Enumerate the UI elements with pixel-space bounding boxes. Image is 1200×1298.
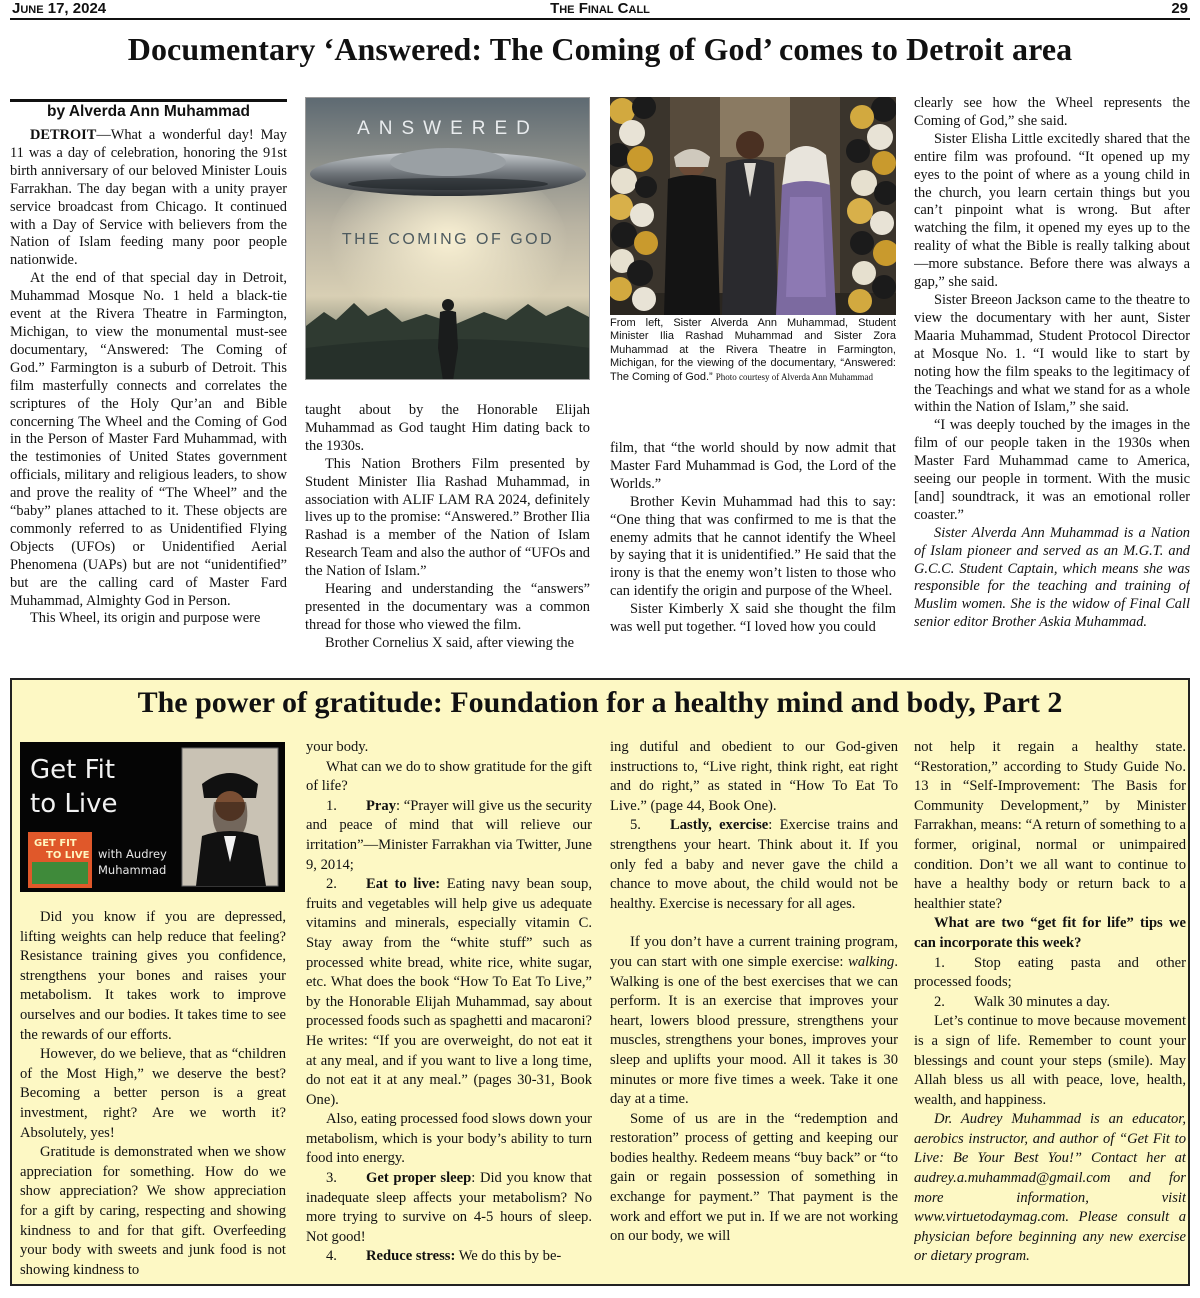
article2-column-1 (20, 908, 286, 1280)
item-number: 2. (326, 876, 337, 893)
paragraph: —What a wonderful day! May 11 was a day of celebration, honoring the 91st birth anniversary of our beloved Minister Louis Farrakhan. The day began with a unity prayer service broadcast from Chicago. It continued with a Day of Service with believers from the Nation of Islam feeding many poor people nationwide. (10, 127, 287, 269)
article1-column-3 (610, 440, 896, 652)
get-fit-to-live-logo (20, 742, 285, 892)
logo-with-2: Muhammad (98, 863, 167, 877)
person-right (776, 146, 836, 315)
logo-with-1: with Audrey (98, 847, 167, 861)
paragraph: “I was deeply touched by the images in the film of our people taken in the 1930s when Master Fard Muhammad came to America, seeing our people in torment. With the music [and] soundtrack, it was an emotional roller coaster.” (914, 417, 1190, 523)
item-number: 2. (934, 993, 945, 1010)
article2-column-4 (914, 738, 1186, 1280)
item-text: : Did you know that inadequate sleep affects your metabolism? No more trying to survive on 4-5 hours of sleep. Not good! (306, 1170, 592, 1245)
author-bio: Sister Alverda Ann Muhammad is a Nation of Islam pioneer and served as an M.G.T. and G.C.C. Student Captain, which means she was responsible for the teaching and training of Muslim women. She is the widow of Final Call senior editor Brother Askia Muhammad. (914, 524, 1190, 631)
logo-line-1: Get Fit (30, 755, 116, 785)
photo-credit: Photo courtesy of Alverda Ann Muhammad (715, 371, 874, 382)
tips-question (914, 914, 1186, 953)
paragraph: clearly see how the Wheel represents the Coming of God,” she said. (914, 95, 1190, 129)
book-title-1: GET FIT (34, 838, 77, 849)
paragraph: ing dutiful and obedient to our God-given instructions to, “Live right, think right, eat right and do right,” as stated in “How To Eat To Live.” (page 44, Book One). (610, 739, 898, 814)
paragraph: Gratitude is demonstrated when we show appreciation for something. How do we show appreciation? We show appreciation for a gift by caring, respecting and showing kindness to and for that gift. Overfeeding your body with sweets and junk food is not showing kindness to (20, 1144, 286, 1278)
poster-title: ANSWERED (357, 118, 539, 139)
poster-subtitle: THE COMING OF GOD (341, 231, 555, 248)
emphasis: walking (848, 953, 895, 970)
article1-column-4 (914, 95, 1190, 652)
paragraph: What can we do to show gratitude for the gift of life? (306, 758, 592, 795)
item-text: : “Prayer will give us the security and peace of mind that will relieve our irritation”—Minister Farrakhan via Twitter, June 9, 2014; (306, 797, 592, 873)
item-heading: Get proper sleep (366, 1170, 472, 1187)
item-number: 4. (326, 1248, 337, 1265)
article1-headline: Documentary ‘Answered: The Coming of God’ comes to Detroit area (127, 31, 1073, 67)
paragraph: At the end of that special day in Detroit, Muhammad Mosque No. 1 held a black-tie event at the Rivera Theatre in Farmington, Michigan, to view the monumental must-see documentary, “Answered: The Coming of God.” Farmington is a suburb of Detroit. This film masterfully connects and correlates the scriptures of the Holy Qur’an and Bible concerning The Wheel and the Coming of God in the Person of Master Fard Muhammad, with the testimonies of United States government officials, military and religious leaders, to show and prove the reality of “The Wheel” and the “baby” planes attached to it. These objects are commonly referred to as Unidentified Flying Objects (UFOs) or Unidentified Aerial Phenomena (UAPs) but are not “unidentified” but are the calling card of Master Fard Muhammad, Almighty God in Person. (10, 270, 287, 609)
article1-column-1 (10, 127, 287, 652)
paragraph: Did you know if you are depressed, lifting weights can help reduce that feeling? Resistance training gives you confidence, strengthens your bones and raises your metabolism. It takes work to improve ourselves and our bodies. It takes time to see the rewards of our efforts. (20, 909, 286, 1043)
item-heading: Reduce stress: (366, 1248, 456, 1265)
photo-caption (610, 317, 896, 384)
masthead (10, 0, 1190, 20)
paragraph: This Nation Brothers Film presented by Student Minister Ilia Rashad Muhammad, in association with ALIF LAM RA 2024, definitely lives up to the promise: “Answered.” Brother Ilia Rashad is a member of the Nation of Islam Research Team and also the author of “UFOs and the Nation of Islam.” (305, 455, 590, 580)
tip-item-exercise (610, 816, 898, 914)
tip-item-stress (306, 1247, 592, 1267)
paragraph: Brother Cornelius X said, after viewing the (325, 634, 574, 651)
tip-1 (914, 954, 1186, 993)
paragraph (610, 933, 898, 1109)
logo-line-2: to Live (30, 789, 118, 819)
paragraph: Also, eating processed food slows down your metabolism, which is your body’s ability to turn food into energy. (306, 1111, 592, 1167)
tip-2 (914, 993, 1186, 1013)
item-text: : Exercise trains and strengthens your heart. Think about it. If you only fed a baby and never gave the child a chance to move about, the child would not be healthy. Exercise is necessary for all ages. (610, 817, 898, 912)
author-bio: Dr. Audrey Muhammad is an educator, aerobics instructor, and author of “Get Fit to Live: Be Your Best You!” Contact her at audrey.a.muhammad@gmail.com and for more information, visit www.virtuetodaymag.com. Please consult a physician before beginning any new exercise or dietary program. (914, 1111, 1186, 1265)
paragraph: Hearing and understanding the “answers” presented in the documentary was a common thread for those who viewed the film. (305, 581, 590, 633)
question-text: What are two “get fit for life” tips we can incorporate this week? (914, 915, 1186, 951)
paragraph: Brother Kevin Muhammad had this to say: “One thing that was confirmed to me is that the enemy admits that he cannot identify the Wheel by saying that it is unidentified.” He said that the irony is that the enemy won’t listen to those who can identify the origin and purpose of the Wheel. (610, 493, 896, 600)
paper-name: The Final Call (550, 0, 650, 17)
paragraph: Sister Kimberly X said she thought the film was well put together. “I loved how you could (610, 601, 896, 636)
documentary-poster-image (305, 97, 590, 380)
article1-column-2 (305, 402, 590, 652)
item-number: 1. (934, 954, 945, 971)
tip-item-sleep (306, 1169, 592, 1247)
item-text: Walk 30 minutes a day. (974, 993, 1111, 1010)
item-text: Eating navy bean soup, fruits and vegetables will help give us adequate vitamins and minerals, especially vitamin C. Stay away from the “white stuff” such as processed white bread, white rice, white sugar, etc. What does the book “How To Eat To Live,” by the Honorable Elijah Muhammad, say about processed foods such as spaghetti and macaroni? He writes: “If you are overweight, do not eat it at any meal, and if you want to live a long time, do not eat it at any meal.” (pages 30-31, Book One). (306, 876, 592, 1108)
paragraph: Let’s continue to move because movement is a sign of life. Remember to count your blessings and count your steps (smile). May Allah bless us all with peace, love, health, wealth, and happiness. (914, 1013, 1186, 1108)
article2-column-3 (610, 738, 898, 1280)
article2-column-2 (306, 738, 592, 1280)
paragraph: Some of us are in the “redemption and restoration” process of getting and keeping our bodies healthy. Redeem means “buy back” or “to gain or regain possession of something in exchange for payment.” That payment is the work and effort we put in. If we are not working on our body, we will (610, 1110, 898, 1245)
item-heading: Pray (366, 797, 396, 814)
text: If you don’t have a current training program, you can start with one simple exercise: (610, 934, 898, 970)
paragraph: film, that “the world should by now admit that Master Fard Muhammad is God, the Lord of the Worlds.” (610, 440, 896, 492)
paragraph: Sister Breeon Jackson came to the theatre to view the documentary with her aunt, Sister Maaria Muhammad, Student Protocol Director at Mosque No. 1. “I would like to start by noting how the film speaks to the legitimacy of the Teachings and what we stand for as a whole within the Nation of Islam,” she said. (914, 291, 1190, 416)
article1-byline: by Alverda Ann Muhammad (10, 99, 287, 121)
paragraph: not help it regain a healthy state. “Restoration,” according to Study Guide No. 13 in “Self-Improvement: The Basis for Community Development,” by Minister Farrakhan, means: “A return of something to a former, original, normal or unimpaired condition. Don’t we all want to continue to have a healthy body or return back to a healthier state? (914, 739, 1186, 912)
author-portrait (182, 748, 278, 886)
paragraph: Sister Elisha Little excitedly shared that the entire film was profound. “It opened up my eyes to the point of where as a young child in the church, you learn certain things but you can’t pinpoint what is wrong. But after watching the film, it opened my eyes up to the reality of what the Bible is really talking about—more substance. Before there was always a gap,” she said. (914, 130, 1190, 291)
dateline: DETROIT (30, 127, 97, 143)
article2-box (10, 678, 1190, 1286)
item-number: 3. (326, 1170, 337, 1187)
paragraph: This Wheel, its origin and purpose were (30, 610, 261, 627)
paragraph: However, do we believe, that as “children of the Most High,” we deserve the best? Becoming a better person is a great investment, right? Are we worth it? Absolutely, yes! (20, 1046, 286, 1141)
item-heading: Eat to live: (366, 876, 441, 893)
event-photo (610, 97, 896, 315)
item-number: 1. (326, 797, 337, 814)
tip-item-eat-to-live (306, 875, 592, 1110)
text: . Walking is one of the best exercises that we can perform. It is an exercise that improves your heart, lowers blood pressure, strengthens your muscles, strengthens your bones, improves your sleep and uplifts your mood. All it takes is 30 minutes or more five times a week. Take it one day at a time. (610, 953, 898, 1108)
item-text: We do this by be- (455, 1248, 562, 1265)
paragraph: your body. (306, 739, 369, 755)
paragraph: taught about by the Honorable Elijah Muhammad as God taught Him dating back to the 1930s. (305, 402, 590, 454)
book-title-2: TO LIVE (46, 850, 90, 861)
issue-date: June 17, 2024 (12, 0, 107, 17)
item-text: Stop eating pasta and other processed foods; (914, 954, 1186, 991)
item-heading: Lastly, exercise (670, 817, 769, 834)
article2-headline: The power of gratitude: Foundation for a healthy mind and body, Part 2 (137, 686, 1063, 719)
tip-item-pray (306, 797, 592, 875)
item-number: 5. (630, 817, 641, 834)
caption-text: From left, Sister Alverda Ann Muhammad, Student Minister Ilia Rashad Muhammad and Sister Zora Muhammad at the Rivera Theatre in Farmington, Michigan, for the viewing of the documentary, “Answered: The Coming of God.” (610, 317, 896, 383)
page-number: 29 (1171, 0, 1188, 17)
book-cover-icon (28, 832, 92, 888)
